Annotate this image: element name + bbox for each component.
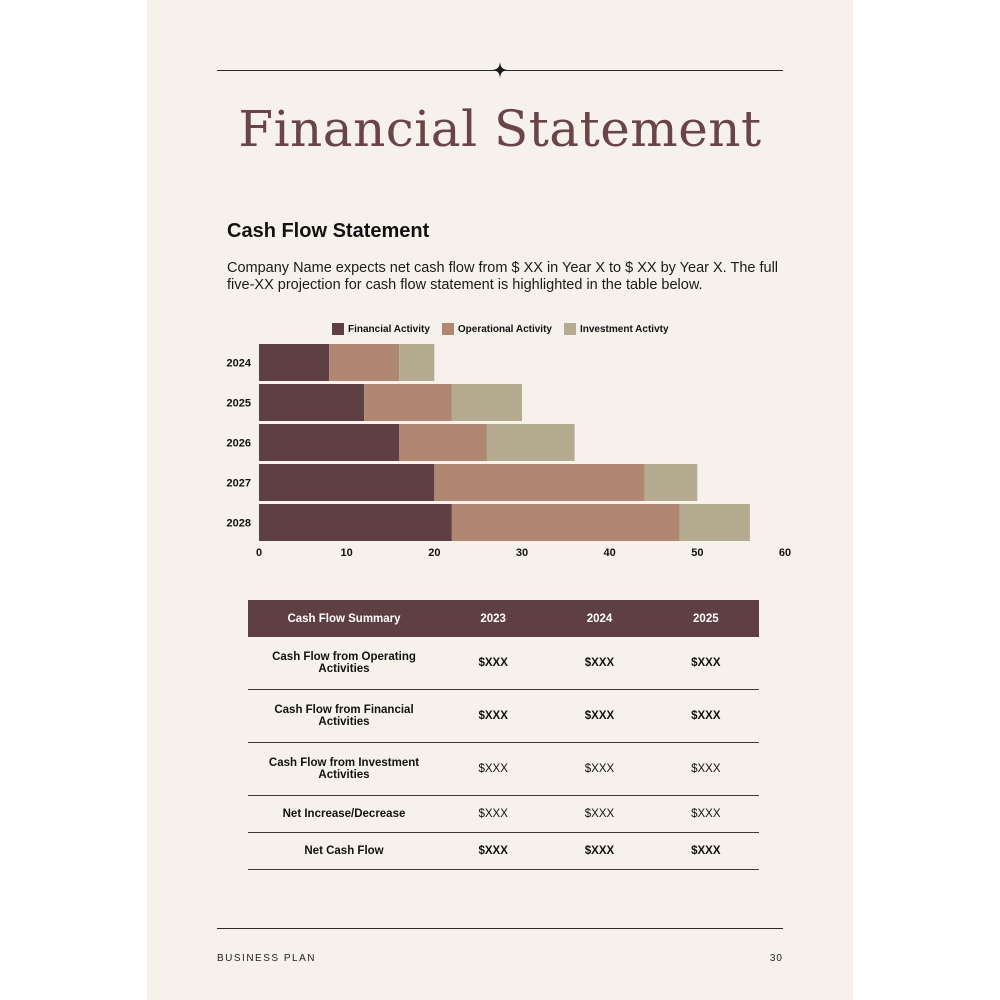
bar-segment <box>399 344 434 381</box>
x-tick-label: 10 <box>340 547 353 559</box>
intro-paragraph: Company Name expects net cash flow from $ XX in Year X to $ XX by Year X. The full five-XX projection for cash flow statement is highlighted in the table below. <box>227 260 779 293</box>
legend-label-operational: Operational Activity <box>457 323 552 335</box>
y-tick-label: 2027 <box>226 477 251 490</box>
table-row <box>248 637 759 690</box>
x-tick-label: 60 <box>778 547 792 559</box>
row-value: $XXX <box>440 690 546 743</box>
cash-flow-bar-chart <box>147 340 853 570</box>
bar-segment <box>434 464 644 501</box>
legend-item-operational <box>442 323 552 335</box>
y-tick-label: 2026 <box>226 437 251 450</box>
bar-segment <box>487 424 575 461</box>
header-cell-2025: 2025 <box>653 600 759 637</box>
legend-swatch-investment <box>564 323 576 335</box>
bar-segment <box>329 344 399 381</box>
bar-segment <box>399 424 487 461</box>
bar-segment <box>452 384 522 421</box>
row-value: $XXX <box>653 833 759 870</box>
row-value: $XXX <box>546 743 652 796</box>
y-tick-label: 2025 <box>226 397 251 410</box>
row-value: $XXX <box>653 743 759 796</box>
table-row <box>248 743 759 796</box>
bar-segment <box>452 504 680 541</box>
legend-swatch-financial <box>332 323 344 335</box>
table-header-row <box>248 600 759 637</box>
header-cell-2024: 2024 <box>546 600 652 637</box>
footer-document-label: BUSINESS PLAN <box>217 953 316 964</box>
bar-segment <box>364 384 452 421</box>
header-cell-summary: Cash Flow Summary <box>248 600 440 637</box>
cash-flow-summary-table <box>248 600 759 870</box>
row-label: Cash Flow from Operating Activities <box>248 637 440 690</box>
x-tick-label: 40 <box>603 547 616 559</box>
section-heading: Cash Flow Statement <box>227 220 430 242</box>
row-value: $XXX <box>546 833 652 870</box>
x-tick-label: 50 <box>691 547 704 559</box>
bar-segment <box>680 504 750 541</box>
page-number: 30 <box>769 953 783 964</box>
row-value: $XXX <box>440 637 546 690</box>
row-value: $XXX <box>653 796 759 833</box>
document-page <box>147 0 853 1000</box>
legend-label-investment: Investment Activty <box>579 323 669 335</box>
row-value: $XXX <box>653 690 759 743</box>
bottom-divider <box>217 928 783 929</box>
chart-legend <box>332 323 669 335</box>
x-tick-label: 20 <box>428 547 441 559</box>
row-label: Net Cash Flow <box>248 833 440 870</box>
legend-swatch-operational <box>442 323 454 335</box>
y-tick-label: 2024 <box>226 357 251 370</box>
table-row <box>248 833 759 870</box>
legend-item-investment <box>564 323 669 335</box>
row-value: $XXX <box>546 637 652 690</box>
row-value: $XXX <box>653 637 759 690</box>
x-tick-label: 30 <box>515 547 529 559</box>
table-row <box>248 690 759 743</box>
bar-segment <box>259 384 364 421</box>
row-label: Cash Flow from Financial Activities <box>248 690 440 743</box>
bar-segment <box>259 504 452 541</box>
row-value: $XXX <box>440 796 546 833</box>
row-value: $XXX <box>440 743 546 796</box>
legend-label-financial: Financial Activity <box>348 323 430 335</box>
row-label: Cash Flow from Investment Activities <box>248 743 440 796</box>
bar-segment <box>645 464 698 501</box>
bar-segment <box>259 344 329 381</box>
legend-item-financial <box>332 323 430 335</box>
header-cell-2023: 2023 <box>440 600 546 637</box>
page-title: Financial Statement <box>238 100 762 158</box>
star-icon <box>492 62 508 78</box>
row-value: $XXX <box>546 796 652 833</box>
row-value: $XXX <box>546 690 652 743</box>
row-value: $XXX <box>440 833 546 870</box>
y-tick-label: 2028 <box>226 517 251 530</box>
bar-segment <box>259 424 399 461</box>
bar-segment <box>259 464 434 501</box>
row-label: Net Increase/Decrease <box>248 796 440 833</box>
table-row <box>248 796 759 833</box>
x-tick-label: 0 <box>255 547 263 559</box>
